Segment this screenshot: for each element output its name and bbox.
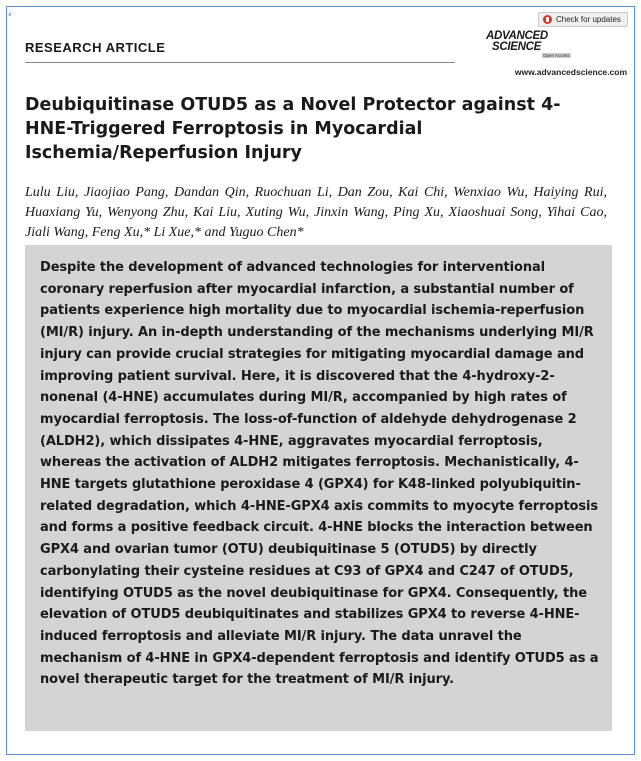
open-access-badge: Open Access [543,53,570,58]
corner-mark: ‹ [8,10,12,20]
journal-logo-line1: ADVANCED [486,30,548,42]
abstract-box [25,245,612,731]
journal-logo-line2: SCIENCE [492,41,542,53]
author-list: Lulu Liu, Jiaojiao Pang, Dandan Qin, Ruochuan Li, Dan Zou, Kai Chi, Wenxiao Wu, Haiying Rui, Huaxiang Yu, Wenyong Zhu, Kai Liu, Xuting Wu, Jinxin Wang, Ping Xu, Xiaoshuai Song, Yihai Cao, Jiali Wang, Feng Xu,* Li Xue,* and Yuguo Chen* [25,185,607,240]
header-divider [25,62,455,63]
check-for-updates-label: Check for updates [556,15,621,24]
check-for-updates-button[interactable] [538,12,628,27]
journal-url[interactable]: www.advancedscience.com [514,67,627,77]
journal-logo[interactable] [486,30,570,58]
abstract-text: Despite the development of advanced technologies for interventional coronary reperfusion after myocardial infarction, a substantial number of patients experience high mortality due to myocardial ischemia-reperfusion (MI/R) injury. An in-depth understanding of the mechanisms underlying MI/R injury can provide crucial strategies for mitigating myocardial damage and improving patient survival. Here, it is discovered that the 4-hydroxy-2-nonenal (4-HNE) accumulates during MI/R, accompanied by high rates of myocardial ferroptosis. The loss-of-function of aldehyde dehydrogenase 2 (ALDH2), which dissipates 4-HNE, aggravates myocardial ferroptosis, whereas the activation of ALDH2 mitigates ferroptosis. Mechanistically, 4-HNE targets glutathione peroxidase 4 (GPX4) for K48-linked polyubiquitin-related degradation, which 4-HNE-GPX4 axis commits to myocyte ferroptosis and forms a positive feedback circuit. 4-HNE blocks the interaction between GPX4 and ovarian tumor (OTU) deubiquitinase 5 (OTUD5) by directly carbonylating their cysteine residues at C93 of GPX4 and C247 of OTUD5, identifying OTUD5 as the novel deubiquitinase for GPX4. Consequently, the elevation of OTUD5 deubiquitinates and stabilizes GPX4 to reverse 4-HNE-induced ferroptosis and alleviate MI/R injury. The data unravel the mechanism of 4-HNE in GPX4-dependent ferroptosis and identify OTUD5 as a novel therapeutic target for the treatment of MI/R injury. [40,260,599,688]
update-badge-icon [543,15,552,24]
article-type: RESEARCH ARTICLE [25,40,166,55]
article-title: Deubiquitinase OTUD5 as a Novel Protector against 4-HNE-Triggered Ferroptosis in Myocardial Ischemia/Reperfusion Injury [25,95,561,163]
